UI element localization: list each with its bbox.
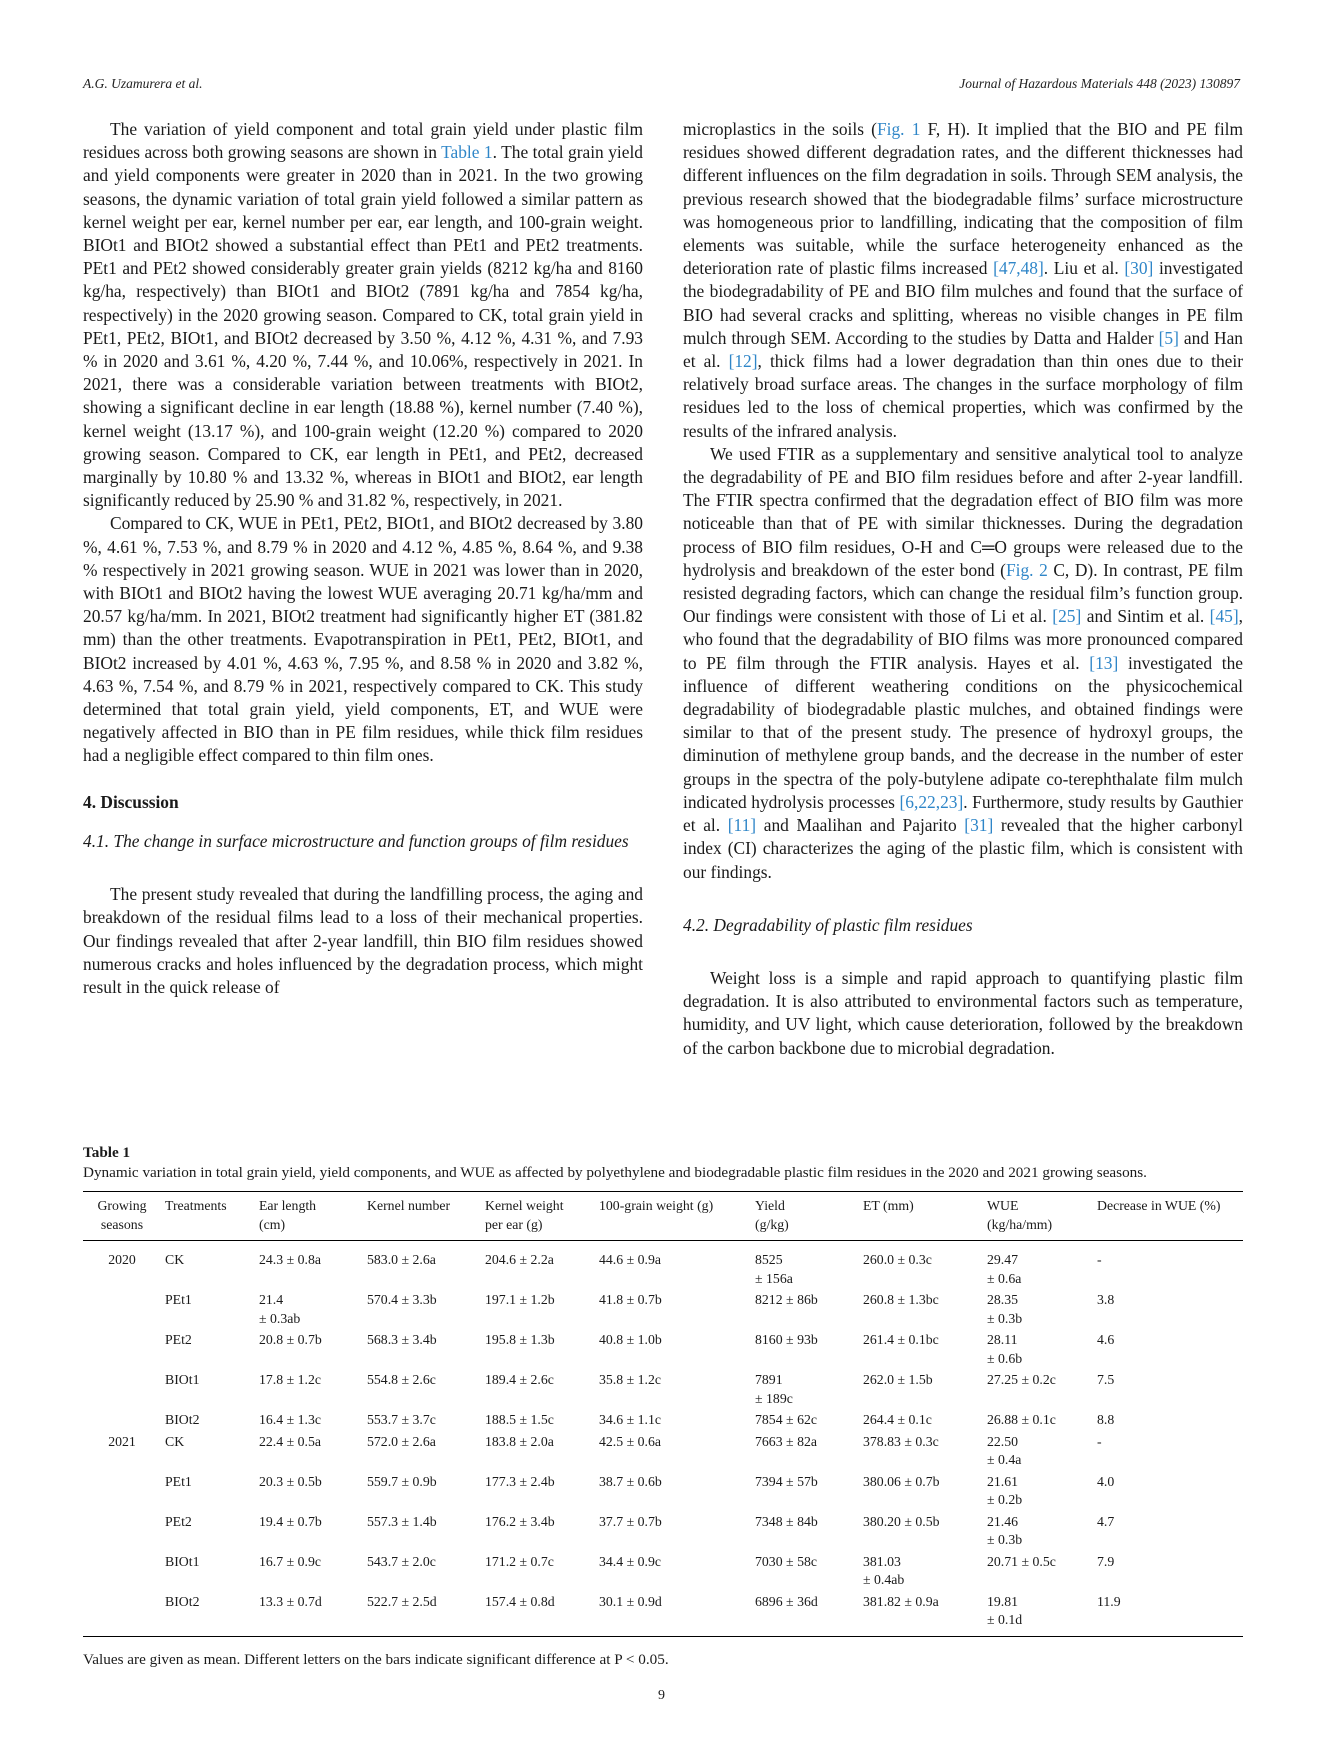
- cell-kernel-weight: 177.3 ± 2.4b: [485, 1473, 555, 1489]
- cell-season: [83, 1471, 161, 1511]
- cell-season: [83, 1289, 161, 1329]
- cell-grain-weight: 41.8 ± 0.7b: [599, 1292, 662, 1307]
- cell-kernel-number: 557.3 ± 1.4b: [367, 1513, 437, 1529]
- cell-yield: 7663 ± 82a: [755, 1433, 817, 1449]
- cell-ear-length: 16.7 ± 0.9c: [259, 1553, 321, 1569]
- cell-grain-weight: 42.5 ± 0.6a: [599, 1433, 661, 1449]
- cell-wue: 29.47 ± 0.6a: [987, 1252, 1022, 1286]
- table-row: [83, 1431, 1243, 1471]
- paragraph-ftir: We used FTIR as a supplementary and sensitive analytical tool to analyze the degradability of PE and BIO film residues before and after 2-year landfill. The FTIR spectra confirmed that the degradation effect of BIO film was more noticeable than that of PE with similar thicknesses. During the degradation process of BIO film residues, O-H and C═O groups were released due to the hydrolysis and breakdown of the ester bond (Fig. 2 C, D). In contrast, PE film resisted degrading factors, which can change the residual film’s function group. Our findings were consistent with those of Li et al. [25] and Sintim et al. [45], who found that the degradability of BIO films was more pronounced compared to PE film through the FTIR analysis. Hayes et al. [13] investigated the influence of different weathering conditions on the physicochemical degradability of biodegradable plastic mulches, and obtained findings were similar to that of the present study. The presence of hydroxyl groups, the diminution of methylene group bands, and the decrease in the number of ester groups in the spectra of the poly-butylene adipate co-terephthalate film mulch indicated hydrolysis processes [6,22,23]. Furthermore, study results by Gauthier et al. [11] and Maalihan and Pajarito [31] revealed that the higher carbonyl index (CI) characterizes the aging of the plastic film, which is consistent with our findings.: [683, 443, 1243, 882]
- section-title-discussion: 4. Discussion: [83, 791, 179, 812]
- ref-47-48-link[interactable]: [47,48]: [993, 258, 1044, 279]
- table-footnote: Values are given as mean. Different letters on the bars indicate significant difference at P < 0.05.: [83, 1650, 669, 1668]
- cell-treatment: BIOt2: [165, 1593, 200, 1609]
- cell-et: 260.8 ± 1.3bc: [863, 1292, 939, 1307]
- cell-kernel-weight: 188.5 ± 1.5c: [485, 1412, 554, 1427]
- table-row: [83, 1369, 1243, 1409]
- cell-treatment: CK: [165, 1433, 185, 1449]
- ref-13-link[interactable]: [13]: [1089, 652, 1119, 673]
- table-row: [83, 1289, 1243, 1329]
- cell-ear-length: 21.4 ± 0.3ab: [259, 1292, 301, 1326]
- paragraph-yield-results: The variation of yield component and total grain yield under plastic film residues across both growing seasons are shown in Table 1. The total grain yield and yield components were greater in 2020 than in 2021. In the two growing seasons, the dynamic variation of total grain yield followed a similar pattern as kernel weight per ear, kernel number per ear, ear length, and 100-grain weight. BIOt1 and BIOt2 showed a substantial effect than PEt1 and PEt2 treatments. PEt1 and PEt2 showed considerably greater grain yields (8212 kg/ha and 8160 kg/ha, respectively) than BIOt1 and BIOt2 (7891 kg/ha and 7854 kg/ha, respectively) in the 2020 growing season. Compared to CK, total grain yield in PEt1, PEt2, BIOt1, and BIOt2 decreased by 3.50 %, 4.12 %, 4.31 %, and 7.93 % in 2020 and 3.61 %, 4.20 %, 7.44 %, and 10.06%, respectively in 2021. In 2021, there was a considerable variation between treatments with BIOt2, showing a significant decline in ear length (18.88 %), kernel number (7.40 %), kernel weight (13.17 %), and 100-grain weight (12.20 %) compared to 2020 growing season. Compared to CK, ear length in PEt1, and PEt2, decreased marginally by 10.80 % and 13.32 %, whereas in BIOt1 and BIOt2, ear length significantly reduced by 25.90 % and 31.82 %, respectively, in 2021.: [83, 119, 643, 511]
- cell-season: [83, 1551, 161, 1591]
- cell-kernel-weight: 197.1 ± 1.2b: [485, 1292, 555, 1307]
- cell-grain-weight: 30.1 ± 0.9d: [599, 1593, 662, 1609]
- cell-wue: 22.50 ± 0.4a: [987, 1433, 1022, 1467]
- column-header-kernel-weight: Kernel weight per ear (g): [485, 1198, 564, 1232]
- cell-et: 378.83 ± 0.3c: [863, 1433, 939, 1449]
- cell-wue: 19.81 ± 0.1d: [987, 1593, 1023, 1627]
- cell-et: 381.03 ± 0.4ab: [863, 1553, 905, 1587]
- cell-ear-length: 17.8 ± 1.2c: [259, 1372, 321, 1387]
- cell-season: [83, 1591, 161, 1637]
- cell-wue: 27.25 ± 0.2c: [987, 1372, 1056, 1387]
- cell-kernel-weight: 176.2 ± 3.4b: [485, 1513, 555, 1529]
- table-row: [83, 1511, 1243, 1551]
- cell-yield: 7891 ± 189c: [755, 1372, 793, 1406]
- table-header-row: [83, 1192, 1243, 1241]
- cell-ear-length: 13.3 ± 0.7d: [259, 1593, 322, 1609]
- cell-kernel-weight: 204.6 ± 2.2a: [485, 1252, 554, 1267]
- table-row: [83, 1409, 1243, 1431]
- cell-wue: 20.71 ± 0.5c: [987, 1553, 1056, 1569]
- cell-wue: 21.46 ± 0.3b: [987, 1513, 1023, 1547]
- cell-treatment: BIOt1: [165, 1553, 200, 1569]
- cell-wue: 21.61 ± 0.2b: [987, 1473, 1023, 1507]
- cell-season: [83, 1511, 161, 1551]
- cell-kernel-number: 568.3 ± 3.4b: [367, 1332, 437, 1347]
- cell-treatment: CK: [165, 1252, 185, 1267]
- cell-treatment: BIOt1: [165, 1372, 200, 1387]
- column-header-yield: Yield (g/kg): [755, 1198, 789, 1232]
- cell-wue-decrease: 4.6: [1097, 1332, 1115, 1347]
- cell-kernel-weight: 171.2 ± 0.7c: [485, 1553, 554, 1569]
- cell-et: 262.0 ± 1.5b: [863, 1372, 933, 1387]
- cell-kernel-number: 583.0 ± 2.6a: [367, 1252, 436, 1267]
- right-column: [683, 118, 1243, 1060]
- cell-kernel-number: 559.7 ± 0.9b: [367, 1473, 437, 1489]
- ref-31-link[interactable]: [31]: [964, 815, 994, 836]
- cell-wue: 28.35 ± 0.3b: [987, 1292, 1023, 1326]
- cell-kernel-number: 572.0 ± 2.6a: [367, 1433, 436, 1449]
- cell-yield: 8160 ± 93b: [755, 1332, 818, 1347]
- page-number: 9: [658, 1688, 665, 1703]
- column-header-treatment: Treatments: [165, 1198, 227, 1213]
- cell-yield: 8525 ± 156a: [755, 1252, 793, 1286]
- cell-kernel-weight: 157.4 ± 0.8d: [485, 1593, 555, 1609]
- paragraph-microplastics: microplastics in the soils (Fig. 1 F, H). It implied that the BIO and PE film residues showed different degradation rates, and the different thicknesses had different influences on the film degradation in soils. Through SEM analysis, the previous research showed that the biodegradable films’ surface microstructure was homogeneous prior to landfilling, indicating that the composition of film elements was suitable, while the surface heterogeneity enhanced as the deterioration rate of plastic films increased [47,48]. Liu et al. [30] investigated the biodegradability of PE and BIO film mulches and found that the surface of BIO had several cracks and splitting, whereas no visible changes in PE film mulch through SEM. According to the studies by Datta and Halder [5] and Han et al. [12], thick films had a lower degradation than thin ones due to their relatively broad surface areas. The changes in the surface morphology of film residues led to the loss of chemical properties, which was confirmed by the results of the infrared analysis.: [683, 119, 1244, 441]
- table-label: Table 1: [83, 1144, 131, 1161]
- cell-wue: 28.11 ± 0.6b: [987, 1332, 1023, 1366]
- cell-treatment: PEt1: [165, 1473, 192, 1489]
- cell-et: 261.4 ± 0.1bc: [863, 1332, 939, 1347]
- cell-wue-decrease: 4.0: [1097, 1473, 1115, 1489]
- ref-45-link[interactable]: [45]: [1209, 606, 1239, 627]
- cell-season: [83, 1329, 161, 1369]
- cell-kernel-number: 553.7 ± 3.7c: [367, 1412, 436, 1427]
- column-header-ear-length: Ear length (cm): [259, 1198, 317, 1232]
- cell-grain-weight: 35.8 ± 1.2c: [599, 1372, 661, 1387]
- table-1-link[interactable]: Table 1: [441, 142, 493, 163]
- cell-ear-length: 20.3 ± 0.5b: [259, 1473, 322, 1489]
- cell-yield: 7348 ± 84b: [755, 1513, 818, 1529]
- cell-grain-weight: 44.6 ± 0.9a: [599, 1252, 661, 1267]
- ref-5-link[interactable]: [5]: [1158, 327, 1179, 348]
- cell-grain-weight: 38.7 ± 0.6b: [599, 1473, 662, 1489]
- cell-season: [83, 1409, 161, 1431]
- paragraph-landfill-findings: The present study revealed that during the landfilling process, the aging and breakdown of the residual films lead to a loss of their mechanical properties. Our findings revealed that after 2-year landfill, thin BIO film residues showed numerous cracks and holes influenced by the degradation process, which might result in the quick release of: [83, 884, 643, 997]
- cell-yield: 7394 ± 57b: [755, 1473, 818, 1489]
- fig-1-link[interactable]: Fig. 1: [876, 119, 921, 139]
- cell-season: 2020: [108, 1252, 136, 1267]
- cell-kernel-number: 570.4 ± 3.3b: [367, 1292, 437, 1307]
- data-table: [83, 1191, 1243, 1637]
- table-row: [83, 1591, 1243, 1637]
- cell-et: 381.82 ± 0.9a: [863, 1593, 939, 1609]
- cell-kernel-weight: 195.8 ± 1.3b: [485, 1332, 555, 1347]
- cell-grain-weight: 37.7 ± 0.7b: [599, 1513, 662, 1529]
- cell-yield: 7030 ± 58c: [755, 1553, 817, 1569]
- cell-wue: 26.88 ± 0.1c: [987, 1412, 1056, 1427]
- cell-wue-decrease: 11.9: [1097, 1593, 1121, 1609]
- left-column: [83, 118, 643, 999]
- cell-season: 2021: [108, 1433, 136, 1449]
- cell-treatment: PEt2: [165, 1513, 192, 1529]
- cell-ear-length: 16.4 ± 1.3c: [259, 1412, 321, 1427]
- cell-wue-decrease: 4.7: [1097, 1513, 1115, 1529]
- subsection-title-4-2: 4.2. Degradability of plastic film residues: [683, 914, 973, 935]
- cell-treatment: PEt1: [165, 1292, 192, 1307]
- cell-kernel-number: 543.7 ± 2.0c: [367, 1553, 436, 1569]
- ref-11-link[interactable]: [11]: [727, 815, 757, 836]
- ref-6-22-23-link[interactable]: [6,22,23]: [899, 791, 964, 812]
- cell-treatment: PEt2: [165, 1332, 192, 1347]
- table-row: [83, 1471, 1243, 1511]
- ref-12-link[interactable]: [12]: [728, 351, 758, 372]
- cell-grain-weight: 40.8 ± 1.0b: [599, 1332, 662, 1347]
- cell-kernel-weight: 183.8 ± 2.0a: [485, 1433, 554, 1449]
- column-header-grain-weight: 100-grain weight (g): [599, 1198, 714, 1213]
- column-header-wue: WUE (kg/ha/mm): [987, 1198, 1053, 1232]
- cell-yield: 6896 ± 36d: [755, 1593, 818, 1609]
- table-row: [83, 1551, 1243, 1591]
- ref-25-link[interactable]: [25]: [1052, 606, 1082, 627]
- column-header-wue-decrease: Decrease in WUE (%): [1097, 1198, 1221, 1213]
- cell-et: 264.4 ± 0.1c: [863, 1412, 932, 1427]
- cell-wue-decrease: -: [1097, 1252, 1102, 1267]
- paragraph-weight-loss: Weight loss is a simple and rapid approach to quantifying plastic film degradation. It is also attributed to environmental factors such as temperature, humidity, and UV light, which cause deterioration, followed by the breakdown of the carbon backbone due to microbial degradation.: [683, 967, 1243, 1058]
- cell-treatment: BIOt2: [165, 1412, 200, 1427]
- table-row: [83, 1241, 1243, 1290]
- cell-wue-decrease: 3.8: [1097, 1292, 1115, 1307]
- cell-wue-decrease: 7.5: [1097, 1372, 1115, 1387]
- cell-wue-decrease: 7.9: [1097, 1553, 1115, 1569]
- table-caption: Dynamic variation in total grain yield, yield components, and WUE as affected by polyethylene and biodegradable plastic film residues in the 2020 and 2021 growing seasons.: [83, 1164, 1147, 1181]
- cell-kernel-weight: 189.4 ± 2.6c: [485, 1372, 554, 1387]
- cell-ear-length: 19.4 ± 0.7b: [259, 1513, 322, 1529]
- cell-kernel-number: 522.7 ± 2.5d: [367, 1593, 437, 1609]
- ref-30-link[interactable]: [30]: [1124, 258, 1154, 279]
- cell-wue-decrease: -: [1097, 1433, 1102, 1449]
- cell-grain-weight: 34.4 ± 0.9c: [599, 1553, 661, 1569]
- cell-season: [83, 1369, 161, 1409]
- table-1: [83, 1143, 1243, 1669]
- table-row: [83, 1329, 1243, 1369]
- cell-ear-length: 22.4 ± 0.5a: [259, 1433, 321, 1449]
- cell-ear-length: 20.8 ± 0.7b: [259, 1332, 322, 1347]
- subsection-title-4-1: 4.1. The change in surface microstructure and function groups of film residues: [83, 830, 629, 851]
- table-body: [83, 1241, 1243, 1637]
- cell-et: 260.0 ± 0.3c: [863, 1252, 932, 1267]
- cell-wue-decrease: 8.8: [1097, 1412, 1115, 1427]
- column-header-season: Growing seasons: [97, 1198, 147, 1232]
- column-header-kernel-number: Kernel number: [367, 1198, 451, 1213]
- running-header-journal: Journal of Hazardous Materials 448 (2023) 130897: [959, 76, 1240, 91]
- cell-kernel-number: 554.8 ± 2.6c: [367, 1372, 436, 1387]
- cell-et: 380.20 ± 0.5b: [863, 1513, 940, 1529]
- running-header-authors: A.G. Uzamurera et al.: [83, 76, 203, 91]
- fig-2-link[interactable]: Fig. 2: [1005, 559, 1048, 580]
- cell-grain-weight: 34.6 ± 1.1c: [599, 1412, 661, 1427]
- cell-et: 380.06 ± 0.7b: [863, 1473, 940, 1489]
- cell-yield: 8212 ± 86b: [755, 1292, 818, 1307]
- paragraph-wue-results: Compared to CK, WUE in PEt1, PEt2, BIOt1, and BIOt2 decreased by 3.80 %, 4.61 %, 7.53 %, and 8.79 % in 2020 and 4.12 %, 4.85 %, 8.64 %, and 9.38 % respectively in 2021 growing season. WUE in 2021 was lower than in 2020, with BIOt1 and BIOt2 having the lowest WUE averaging 20.71 kg/ha/mm and 20.57 kg/ha/mm. In 2021, BIOt2 treatment had significantly higher ET (381.82 mm) than the other treatments. Evapotranspiration in PEt1, PEt2, BIOt1, and BIOt2 increased by 4.01 %, 4.63 %, 7.95 %, and 8.58 % in 2020 and 3.82 %, 4.63 %, 7.54 %, and 8.79 % in 2021, respectively compared to CK. This study determined that total grain yield, yield components, ET, and WUE were negatively affected in BIO than in PE film residues, while thick film residues had a negligible effect compared to thin film ones.: [83, 513, 643, 766]
- cell-yield: 7854 ± 62c: [755, 1412, 817, 1427]
- cell-ear-length: 24.3 ± 0.8a: [259, 1252, 321, 1267]
- column-header-et: ET (mm): [863, 1198, 914, 1213]
